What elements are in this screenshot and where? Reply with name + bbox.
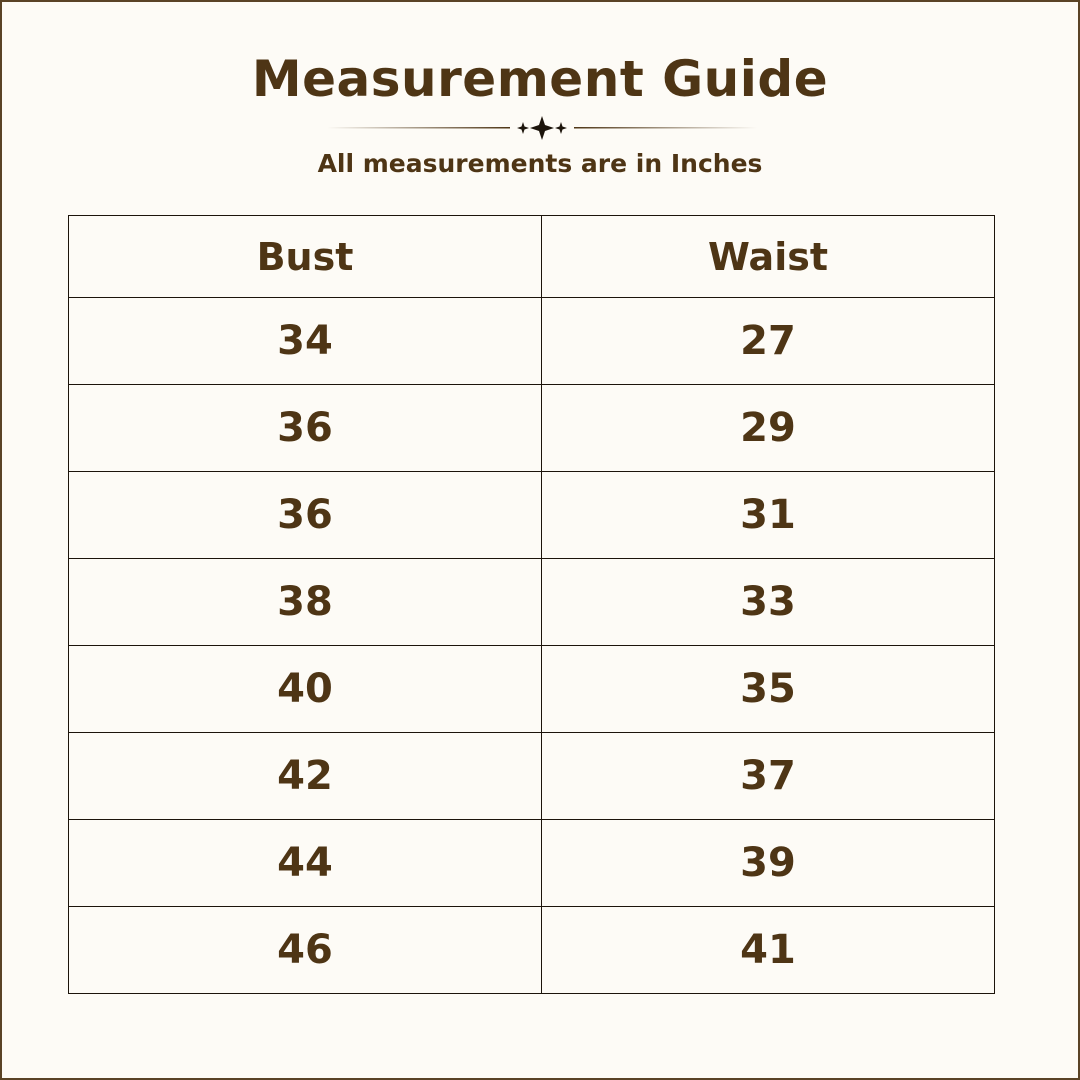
page-title: Measurement Guide (251, 50, 829, 108)
table-row (69, 820, 995, 907)
units-note: All measurements are in Inches (317, 149, 763, 178)
table-row (69, 385, 995, 472)
column-header-bust: Bust (69, 216, 542, 298)
bust-cell: 38 (69, 559, 542, 646)
table-header-row (69, 216, 995, 298)
bust-cell: 36 (69, 385, 542, 472)
bust-cell: 42 (69, 733, 542, 820)
table-row (69, 472, 995, 559)
bust-cell: 46 (69, 907, 542, 994)
bust-cell: 44 (69, 820, 542, 907)
waist-cell: 29 (542, 385, 995, 472)
waist-cell: 33 (542, 559, 995, 646)
waist-cell: 39 (542, 820, 995, 907)
sparkle-divider-icon (327, 114, 757, 142)
waist-cell: 31 (542, 472, 995, 559)
waist-cell: 35 (542, 646, 995, 733)
bust-cell: 36 (69, 472, 542, 559)
table-row (69, 298, 995, 385)
measurement-table (68, 215, 995, 994)
measurement-table-container (68, 215, 995, 994)
table-row (69, 646, 995, 733)
table-row (69, 559, 995, 646)
bust-cell: 34 (69, 298, 542, 385)
waist-cell: 41 (542, 907, 995, 994)
column-header-waist: Waist (542, 216, 995, 298)
bust-cell: 40 (69, 646, 542, 733)
table-row (69, 907, 995, 994)
waist-cell: 37 (542, 733, 995, 820)
table-row (69, 733, 995, 820)
waist-cell: 27 (542, 298, 995, 385)
